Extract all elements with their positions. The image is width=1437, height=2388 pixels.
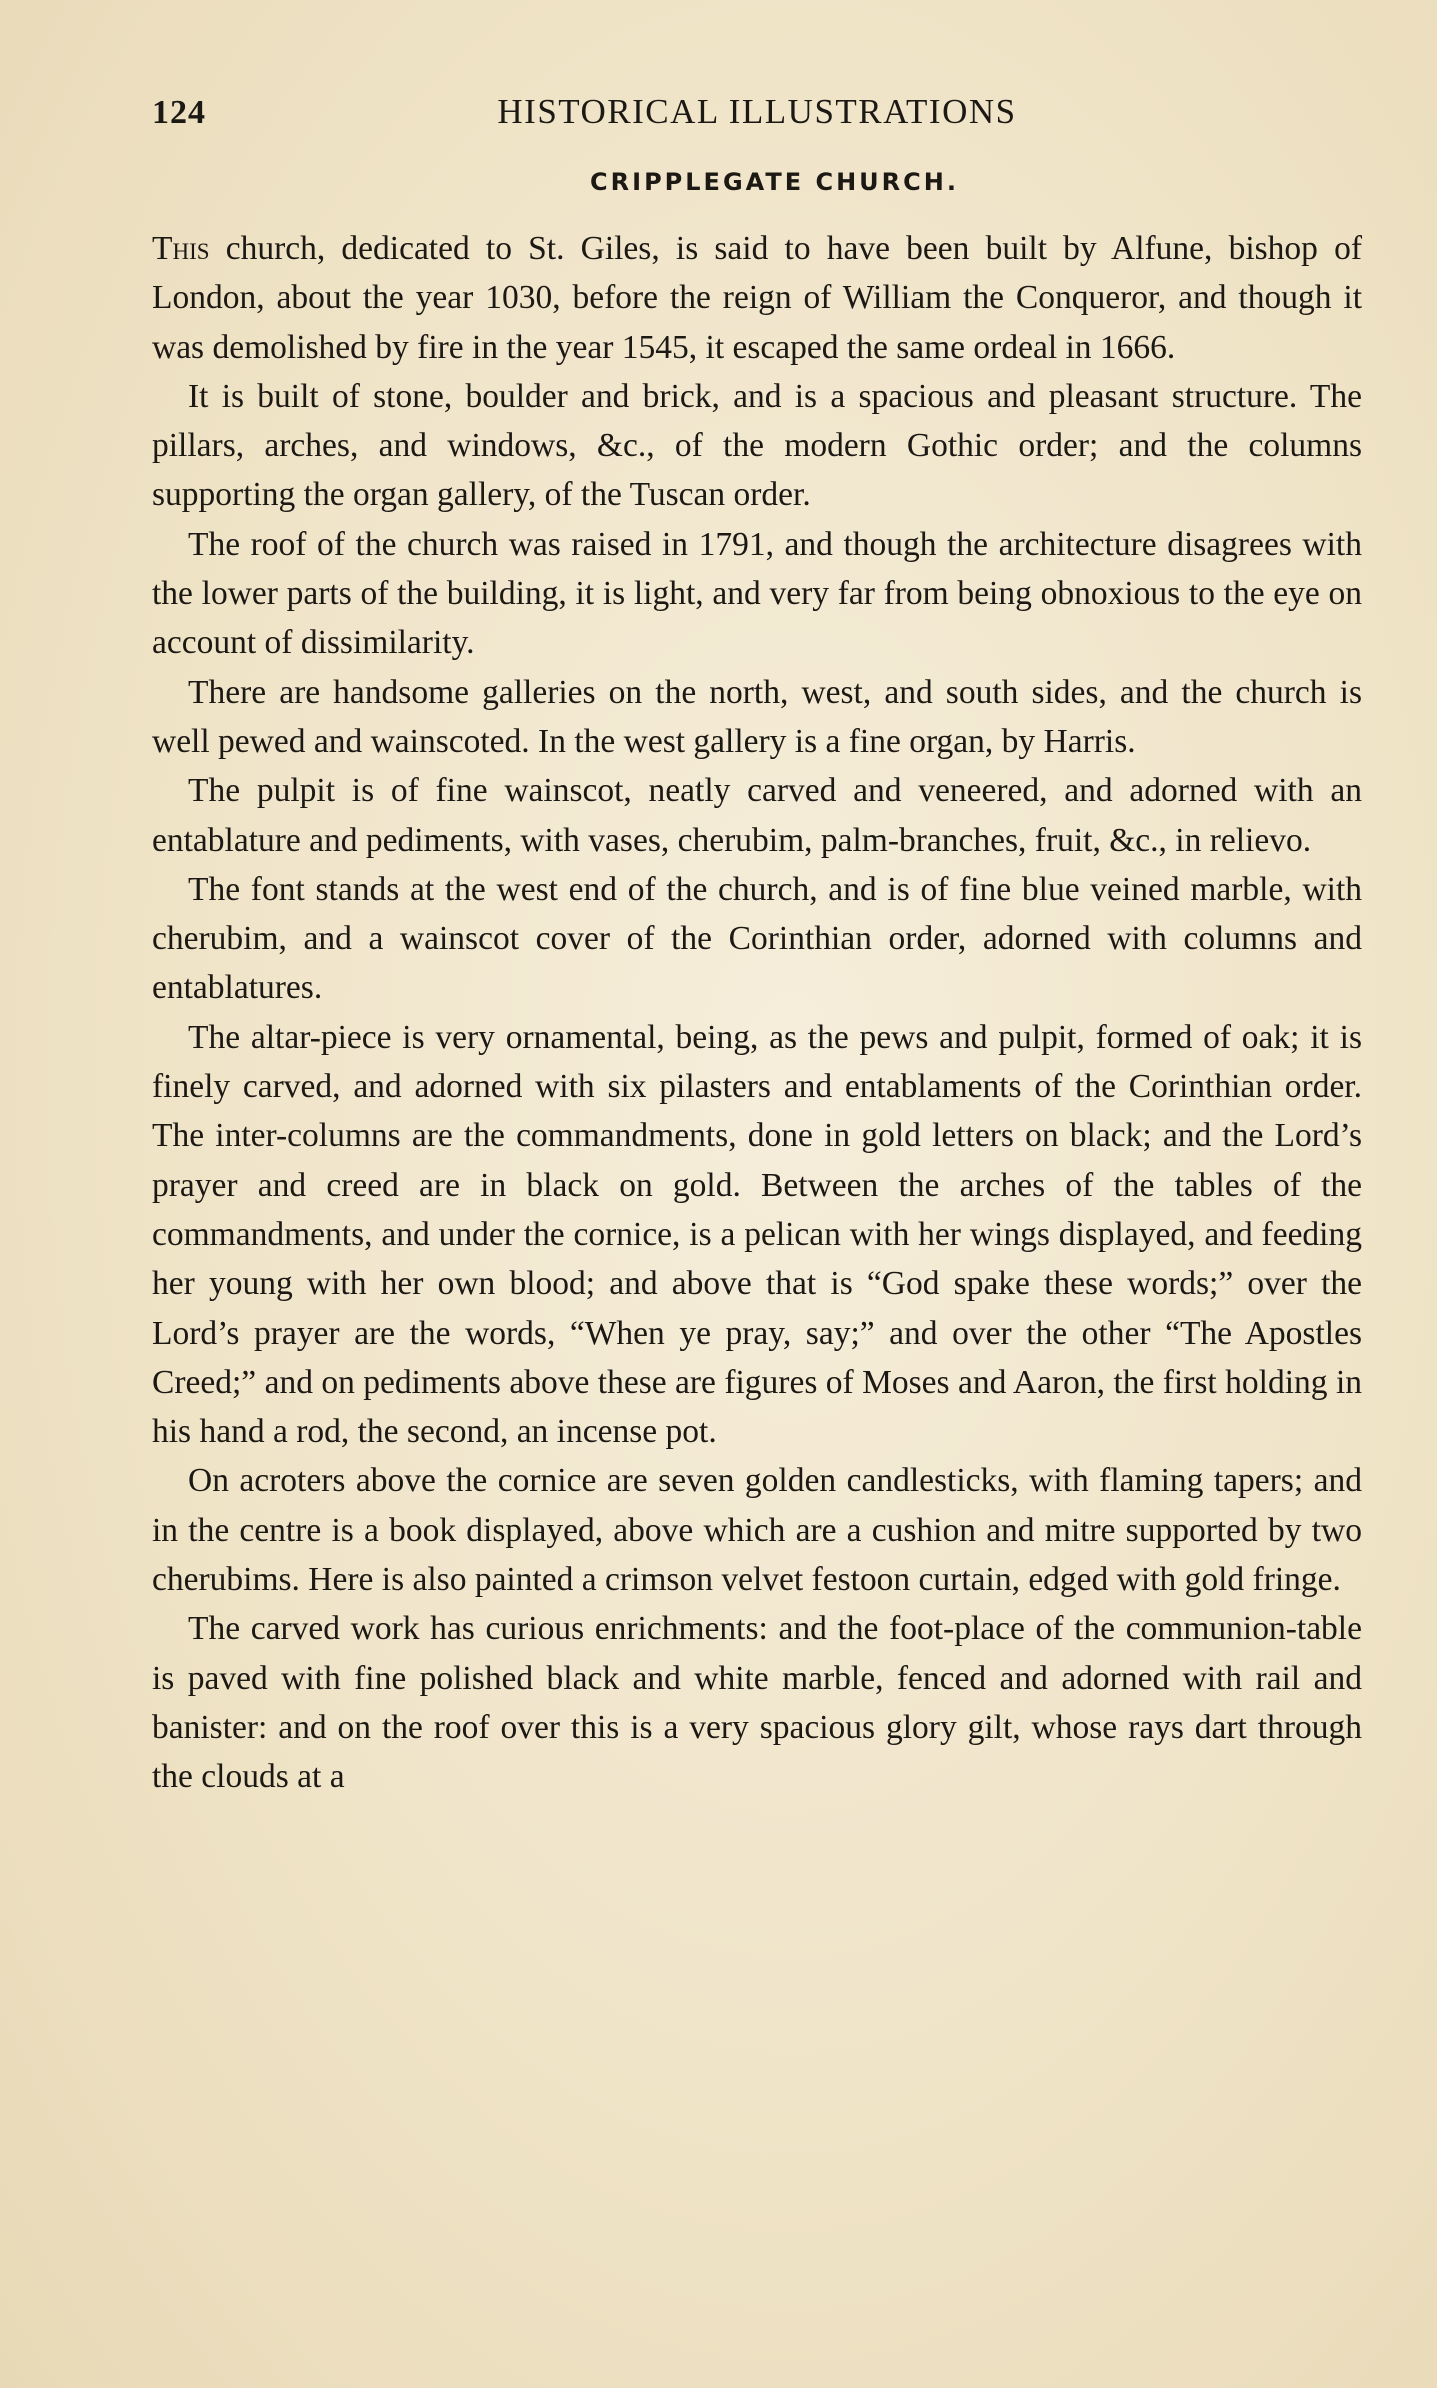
page-number: 124 [152,94,206,131]
paragraph: The roof of the church was raised in 1791, and though the architecture disagrees with the lower parts of the building, it is light, and very far from being obnoxious to the eye on account of dissimilarity. [152,525,1362,662]
paragraph [152,224,1362,372]
paragraph: On acroters above the cornice are seven golden candlesticks, with flaming tapers; and in the centre is a book displayed, above which are a cushion and mitre supported by two cherubims. Here is also painted a crimson velvet festoon curtain, edged with gold fringe. [152,1462,1362,1599]
paragraph: The pulpit is of fine wainscot, neatly carved and veneered, and adorned with an entablature and pediments, with vases, cherubim, palm-branches, fruit, &c., in relievo. [152,772,1362,859]
paragraph: The font stands at the west end of the church, and is of fine blue veined marble, with cherubim, and a wainscot cover of the Corinthian order, adorned with columns and entablatures. [152,870,1362,1007]
running-title: HISTORICAL ILLUSTRATIONS [497,92,1017,131]
paragraph-text: church, dedicated to St. Giles, is said to have been built by Alfune, bishop of London, about the year 1030, before the reign of William the Conqueror, and though it was demolished by fire in the year 1545, it escaped the same ordeal in 1666. [152,230,1362,366]
paragraph-lead-word: This [152,230,210,267]
paragraph: It is built of stone, boulder and brick, and is a spacious and pleasant structure. The pillars, arches, and windows, &c., of the modern Gothic order; and the columns supporting the organ gallery, of the Tuscan order. [152,377,1362,514]
paragraph: The altar-piece is very ornamental, being, as the pews and pulpit, formed of oak; it is finely carved, and adorned with six pilasters and entablaments of the Corinthian order. The inter-columns are the commandments, done in gold letters on black; and the Lord’s prayer and creed are in black on gold. Between the arches of the tables of the commandments, and under the cornice, is a pelican with her wings displayed, and feeding her young with her own blood; and above that is “God spake these words;” over the Lord’s prayer are the words, “When ye pray, say;” and over the other “The Apostles Creed;” and on pediments above these are figures of Moses and Aaron, the first holding in his hand a rod, the second, an incense pot. [152,1018,1362,1451]
running-head [152,92,1362,140]
body-text [152,224,1362,1802]
section-title: CRIPPLEGATE CHURCH. [590,168,959,196]
paragraph: The carved work has curious enrichments: and the foot-place of the communion-table is paved with fine polished black and white marble, fenced and adorned with rail and banister: and on the roof over this is a very spacious glory gilt, whose rays dart through the clouds at a [152,1610,1362,1796]
book-page [152,92,1362,1802]
paragraph: There are handsome galleries on the north, west, and south sides, and the church is well pewed and wainscoted. In the west gallery is a fine organ, by Harris. [152,673,1362,760]
